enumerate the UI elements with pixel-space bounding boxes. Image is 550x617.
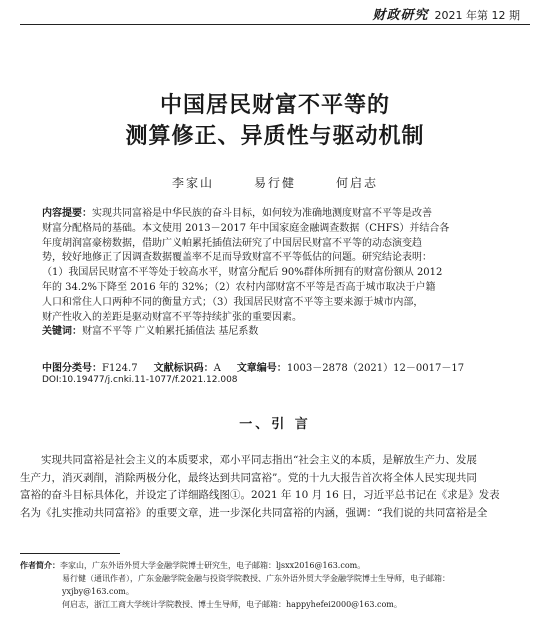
clc-label: 中图分类号： <box>42 363 102 374</box>
article-number-value: 1003－2878（2021）12－0017－17 <box>286 363 465 374</box>
footnote-line: yxjby@163.com。 <box>62 587 134 596</box>
classification-row <box>42 359 464 374</box>
keywords-label: 关键词： <box>42 326 82 338</box>
footnote-line <box>20 559 535 572</box>
abstract-text: 实现共同富裕是中华民族的奋斗目标，如何较为准确地测度财富不平等是改善 <box>92 208 432 219</box>
author-list <box>0 174 550 191</box>
abstract-line-1 <box>42 207 510 222</box>
footnote-line: 何启志，浙江工商大学统计学院教授、博士生导师，电子邮箱：happyhefei2000@163.com。 <box>62 600 402 609</box>
abstract-line: 年的 34.2%下降至 2016 年的 32%；（2）农村内部财富不平等是否高于城市取决于户籍 <box>42 281 436 293</box>
clc-value: F124.7 <box>102 363 138 374</box>
author-1: 李家山 <box>171 176 214 190</box>
body-line: 名为《扎实推动共同富裕》的重要文章，进一步深化共同富裕的内涵，强调：“我们说的共同富裕是全 <box>20 506 488 519</box>
doc-code-value: A <box>213 363 221 374</box>
abstract-line: 人口和常住人口两种不同的衡量方式；（3）我国居民财富不平等主要来源于城市内部， <box>42 296 424 308</box>
header-rule <box>20 24 530 25</box>
keywords-line <box>42 325 510 340</box>
footnote-line: 易行健（通讯作者），广东金融学院金融与投资学院教授、广东外语外贸大学金融学院博士生导师，电子邮箱： <box>62 574 450 583</box>
section-heading: 一、引 言 <box>239 417 311 432</box>
abstract-line: 势，较好地修正了因调查数据覆盖率不足而导致财富不平等低估的问题。研究结论表明： <box>42 252 432 264</box>
abstract-label: 内容提要： <box>42 208 92 219</box>
keywords-value: 财富不平等 广义帕累托插值法 基尼系数 <box>82 326 259 338</box>
doi: DOI:10.19477/j.cnki.11-1077/f.2021.12.008 <box>42 375 238 385</box>
abstract <box>42 207 510 340</box>
journal-name: 财政研究 <box>372 8 429 23</box>
author-3: 何启志 <box>336 176 379 190</box>
abstract-line: 财富分配格局的基础。本文使用 2013－2017 年中国家庭金融调查数据（CHFS）并结合各 <box>42 222 450 234</box>
author-2: 易行健 <box>253 176 296 190</box>
paper-title-line-2: 测算修正、异质性与驱动机制 <box>125 124 425 149</box>
body-line: 生产力，消灭剥削，消除两极分化，最终达到共同富裕”。党的十九大报告首次将全体人民实现共同 <box>20 471 477 484</box>
footnote-rule <box>20 553 120 554</box>
author-footnote <box>20 559 535 611</box>
issue-info: 2021 年第 12 期 <box>434 9 520 22</box>
article-number-label: 文章编号： <box>236 363 287 374</box>
body-line: 富裕的奋斗目标具体化，并设定了详细路线图①。2021 年 10 月 16 日，习近平总书记在《求是》发表 <box>20 489 500 502</box>
running-header <box>373 4 521 22</box>
body-line: 实现共同富裕是社会主义的本质要求，邓小平同志指出“社会主义的本质，是解放生产力、发展 <box>41 454 477 466</box>
abstract-line: 年度胡润富豪榜数据，借助广义帕累托插值法研究了中国居民财富不平等的动态演变趋 <box>42 237 422 249</box>
abstract-line: 财产性收入的差距是驱动财富不平等持续扩张的重要因素。 <box>42 311 302 323</box>
doc-code-label: 文献标识码： <box>153 363 214 374</box>
footnote-label: 作者简介： <box>20 561 60 570</box>
body-text <box>20 452 530 522</box>
paper-title-line-1: 中国居民财富不平等的 <box>159 93 390 118</box>
footnote-text: 李家山，广东外语外贸大学金融学院博士研究生，电子邮箱：ljsxx2016@163.com。 <box>60 561 366 570</box>
abstract-line: （1）我国居民财富不平等处于较高水平，财富分配后 90%群体所拥有的财富份额从 2012 <box>42 267 443 279</box>
